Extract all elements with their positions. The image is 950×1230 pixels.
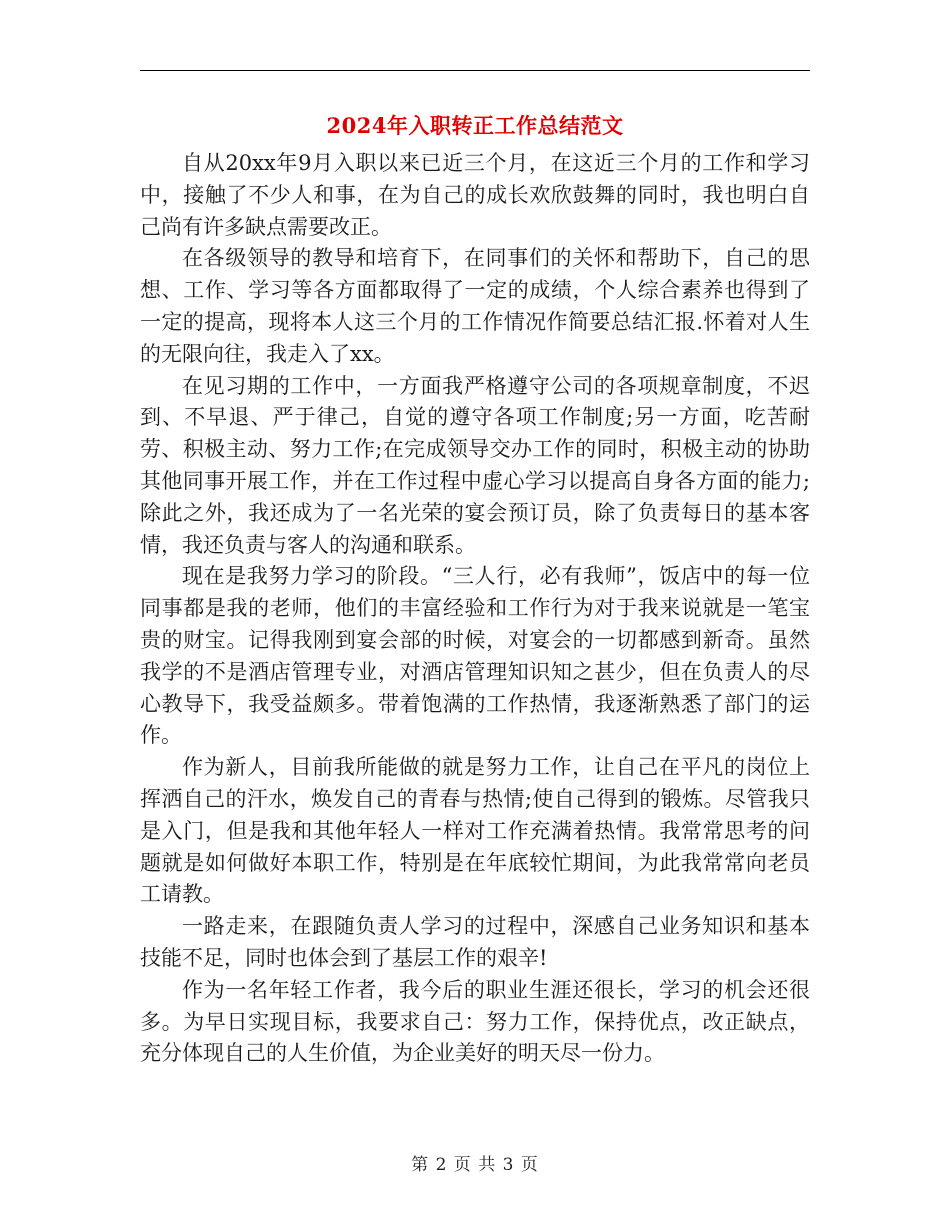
- header-rule: [140, 70, 810, 71]
- paragraph-4: 现在是我努力学习的阶段。“三人行，必有我师”，饭店中的每一位同事都是我的老师，他们的丰富经验和工作行为对于我来说就是一笔宝贵的财宝。记得我刚到宴会部的时候，对宴会的一切都感到新奇。虽然我学的不是酒店管理专业，对酒店管理知识知之甚少，但在负责人的尽心教导下，我受益颇多。带着饱满的工作热情，我逐渐熟悉了部门的运作。: [140, 564, 810, 748]
- document-title: 2024年入职转正工作总结范文: [326, 113, 624, 138]
- paragraph-7: 作为一名年轻工作者，我今后的职业生涯还很长，学习的机会还很多。为早日实现目标，我要求自己：努力工作，保持优点，改正缺点，充分体现自己的人生价值，为企业美好的明天尽一份力。: [140, 977, 810, 1066]
- paragraph-2: 在各级领导的教导和培育下，在同事们的关怀和帮助下，自己的思想、工作、学习等各方面都取得了一定的成绩，个人综合素养也得到了一定的提高，现将本人这三个月的工作情况作简要总结汇报.怀着对人生的无限向往，我走入了xx。: [140, 246, 810, 366]
- paragraph-5: 作为新人，目前我所能做的就是努力工作，让自己在平凡的岗位上挥洒自己的汗水，焕发自己的青春与热情;使自己得到的锻炼。尽管我只是入门，但是我和其他年轻人一样对工作充满着热情。我常常思考的问题就是如何做好本职工作，特别是在年底较忙期间，为此我常常向老员工请教。: [140, 755, 810, 907]
- page-number: 第 2 页 共 3 页: [411, 1155, 539, 1175]
- paragraph-1: 自从20xx年9月入职以来已近三个月，在这近三个月的工作和学习中，接触了不少人和事，在为自己的成长欢欣鼓舞的同时，我也明白自己尚有许多缺点需要改正。: [140, 151, 810, 239]
- document-body: [140, 148, 810, 1070]
- paragraph-6: 一路走来，在跟随负责人学习的过程中，深感自己业务知识和基本技能不足，同时也体会到了基层工作的艰辛!: [140, 914, 810, 970]
- paragraph-3: 在见习期的工作中，一方面我严格遵守公司的各项规章制度，不迟到、不早退、严于律己，自觉的遵守各项工作制度;另一方面，吃苦耐劳、积极主动、努力工作;在完成领导交办工作的同时，积极主动的协助其他同事开展工作，并在工作过程中虚心学习以提高自身各方面的能力;除此之外，我还成为了一名光荣的宴会预订员，除了负责每日的基本客情，我还负责与客人的沟通和联系。: [140, 373, 810, 557]
